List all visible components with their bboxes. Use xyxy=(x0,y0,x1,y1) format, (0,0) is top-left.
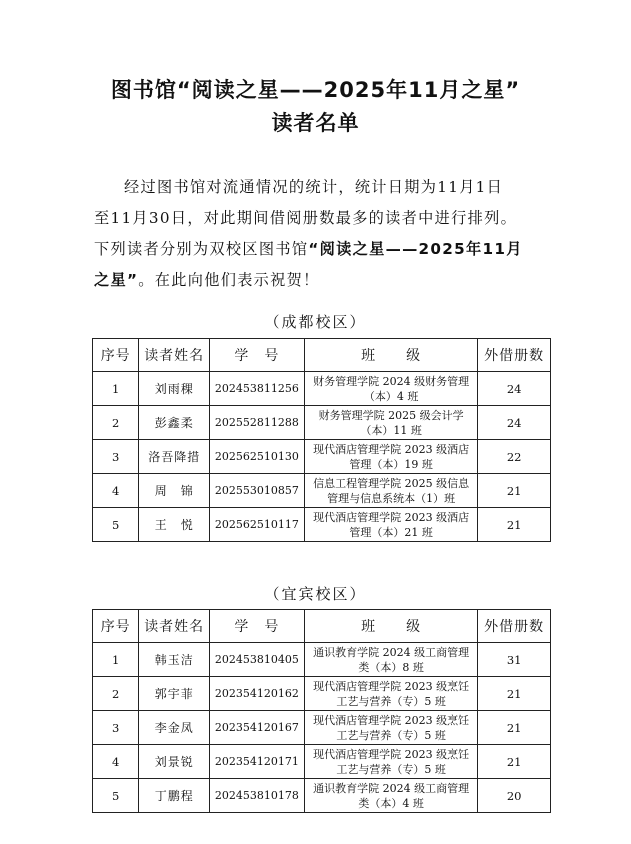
header-no: 序号 xyxy=(93,339,139,372)
cell-count: 24 xyxy=(478,372,551,406)
cell-no: 1 xyxy=(93,643,139,677)
cell-count: 21 xyxy=(478,474,551,508)
intro-award-name: “阅读之星——2025年11月 xyxy=(308,240,523,258)
cell-class: 信息工程管理学院 2025 级信息管理与信息系统本（1）班 xyxy=(304,474,478,508)
cell-no: 5 xyxy=(93,779,139,813)
table-row xyxy=(93,779,551,813)
table-row xyxy=(93,643,551,677)
roster-table-yibin xyxy=(92,609,551,813)
cell-no: 5 xyxy=(93,508,139,542)
cell-no: 2 xyxy=(93,677,139,711)
cell-no: 4 xyxy=(93,745,139,779)
cell-no: 4 xyxy=(93,474,139,508)
cell-name: 韩玉洁 xyxy=(139,643,210,677)
cell-count: 21 xyxy=(478,711,551,745)
cell-no: 1 xyxy=(93,372,139,406)
campus-heading-chengdu: （成都校区） xyxy=(264,313,367,331)
intro-line-4b: 。在此向他们表示祝贺！ xyxy=(138,271,320,289)
cell-id: 202453811256 xyxy=(210,372,305,406)
cell-class: 现代酒店管理学院 2023 级烹饪工艺与营养（专）5 班 xyxy=(304,711,478,745)
table-row xyxy=(93,372,551,406)
cell-count: 20 xyxy=(478,779,551,813)
cell-id: 202552811288 xyxy=(210,406,305,440)
document-title-line1: 图书馆“阅读之星——2025年11月之星” xyxy=(110,78,521,102)
header-class: 班 级 xyxy=(304,339,478,372)
cell-id: 202562510130 xyxy=(210,440,305,474)
header-name: 读者姓名 xyxy=(139,610,210,643)
intro-award-name-end: 之星” xyxy=(94,271,139,289)
cell-name: 王 悦 xyxy=(139,508,210,542)
cell-id: 202354120167 xyxy=(210,711,305,745)
cell-count: 24 xyxy=(478,406,551,440)
cell-name: 刘景锐 xyxy=(139,745,210,779)
cell-name: 郭宇菲 xyxy=(139,677,210,711)
cell-id: 202562510117 xyxy=(210,508,305,542)
table-row xyxy=(93,745,551,779)
table-row xyxy=(93,508,551,542)
campus-heading-yibin: （宜宾校区） xyxy=(264,585,367,603)
cell-id: 202453810178 xyxy=(210,779,305,813)
header-id: 学 号 xyxy=(210,610,305,643)
header-count: 外借册数 xyxy=(478,339,551,372)
intro-line-1: 经过图书馆对流通情况的统计，统计日期为11月1日 xyxy=(124,178,504,196)
cell-class: 财务管理学院 2025 级会计学（本）11 班 xyxy=(304,406,478,440)
table-row xyxy=(93,474,551,508)
header-name: 读者姓名 xyxy=(139,339,210,372)
cell-id: 202453810405 xyxy=(210,643,305,677)
cell-name: 丁鹏程 xyxy=(139,779,210,813)
cell-no: 3 xyxy=(93,440,139,474)
intro-line-2: 至11月30日，对此期间借阅册数最多的读者中进行排列。 xyxy=(94,209,518,227)
cell-class: 现代酒店管理学院 2023 级烹饪工艺与营养（专）5 班 xyxy=(304,677,478,711)
cell-class: 现代酒店管理学院 2023 级酒店管理（本）21 班 xyxy=(304,508,478,542)
cell-name: 周 锦 xyxy=(139,474,210,508)
header-no: 序号 xyxy=(93,610,139,643)
header-class: 班 级 xyxy=(304,610,478,643)
cell-count: 22 xyxy=(478,440,551,474)
cell-class: 通识教育学院 2024 级工商管理类（本）8 班 xyxy=(304,643,478,677)
cell-name: 彭鑫柔 xyxy=(139,406,210,440)
cell-count: 21 xyxy=(478,677,551,711)
table-header-row xyxy=(93,339,551,372)
cell-id: 202354120171 xyxy=(210,745,305,779)
cell-count: 21 xyxy=(478,745,551,779)
roster-table-chengdu xyxy=(92,338,551,542)
intro-line-3a: 下列读者分别为双校区图书馆 xyxy=(94,240,309,258)
cell-count: 31 xyxy=(478,643,551,677)
cell-name: 李金凤 xyxy=(139,711,210,745)
table-row xyxy=(93,677,551,711)
header-id: 学 号 xyxy=(210,339,305,372)
cell-name: 洛吾降措 xyxy=(139,440,210,474)
cell-class: 现代酒店管理学院 2023 级烹饪工艺与营养（专）5 班 xyxy=(304,745,478,779)
header-count: 外借册数 xyxy=(478,610,551,643)
cell-id: 202553010857 xyxy=(210,474,305,508)
cell-name: 刘雨稞 xyxy=(139,372,210,406)
cell-class: 现代酒店管理学院 2023 级酒店管理（本）19 班 xyxy=(304,440,478,474)
cell-count: 21 xyxy=(478,508,551,542)
intro-paragraph xyxy=(94,172,546,296)
table-row xyxy=(93,440,551,474)
cell-class: 通识教育学院 2024 级工商管理类（本）4 班 xyxy=(304,779,478,813)
cell-id: 202354120162 xyxy=(210,677,305,711)
table-row xyxy=(93,406,551,440)
table-header-row xyxy=(93,610,551,643)
cell-no: 2 xyxy=(93,406,139,440)
table-row xyxy=(93,711,551,745)
document-title-line2: 读者名单 xyxy=(271,111,360,135)
cell-no: 3 xyxy=(93,711,139,745)
cell-class: 财务管理学院 2024 级财务管理（本）4 班 xyxy=(304,372,478,406)
